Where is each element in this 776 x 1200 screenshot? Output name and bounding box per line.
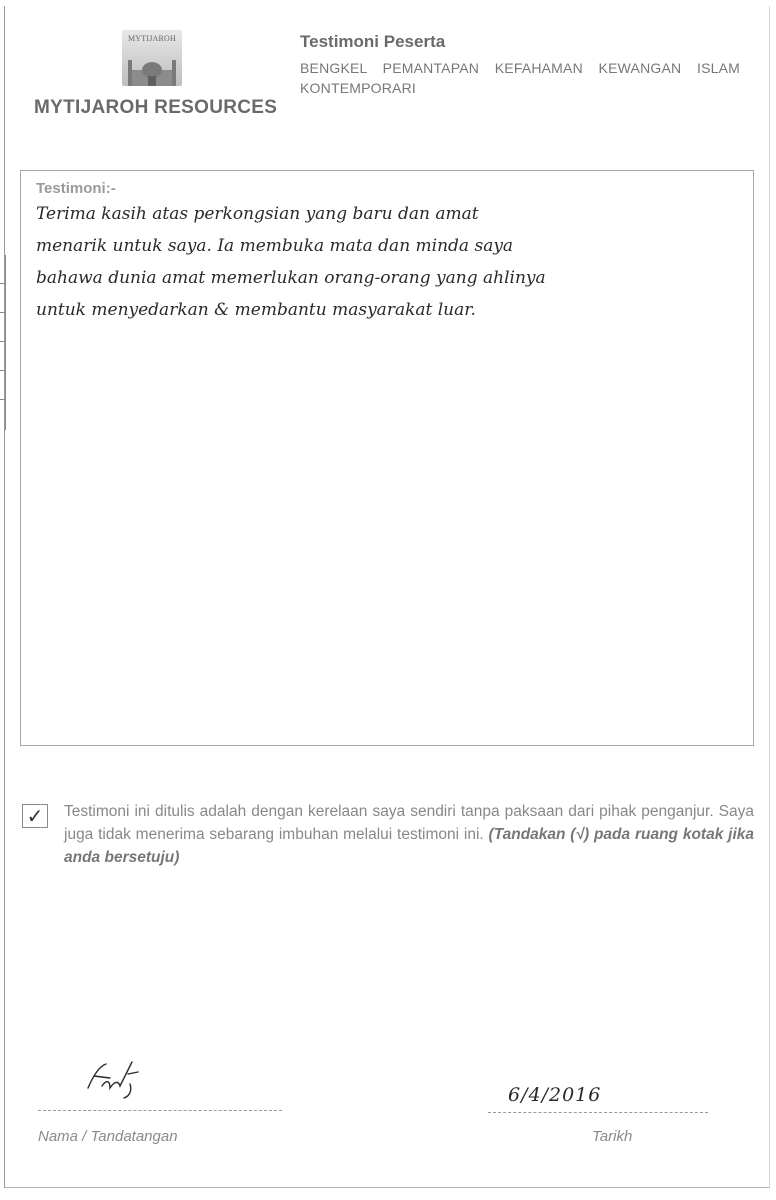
date-line	[488, 1112, 708, 1113]
signature-label: Nama / Tandatangan	[38, 1128, 178, 1145]
consent-text: Testimoni ini ditulis adalah dengan kerelaan saya sendiri tanpa paksaan dari pihak penganjur. Saya juga tidak menerima sebarang imbuhan melalui testimoni ini.	[64, 803, 754, 843]
testimony-text	[36, 198, 736, 326]
consent-checkbox[interactable]: ✓	[22, 804, 48, 828]
consent-statement	[64, 800, 754, 869]
organization-name: MYTIJAROH RESOURCES	[34, 97, 278, 118]
form-subtitle: BENGKEL PEMANTAPAN KEFAHAMAN KEWANGAN ISLAM KONTEMPORARI	[300, 60, 740, 96]
testimony-line: bahawa dunia amat memerlukan orang-orang yang ahlinya	[36, 268, 546, 288]
testimony-line: menarik untuk saya. Ia membuka mata dan minda saya	[36, 236, 514, 256]
binding-marks	[0, 255, 6, 430]
testimony-line: Terima kasih atas perkongsian yang baru dan amat	[36, 204, 479, 224]
consent-instruction: (Tandakan (√) pada ruang kotak jika anda bersetuju)	[64, 826, 754, 866]
date-label: Tarikh	[592, 1128, 633, 1145]
logo-text: MYTIJAROH	[127, 34, 177, 43]
logo	[110, 30, 194, 102]
logo-image	[122, 30, 182, 86]
form-title: Testimoni Peserta	[300, 32, 446, 51]
signature-scribble	[80, 1056, 160, 1102]
signature-line	[38, 1110, 282, 1111]
mosque-icon	[128, 56, 176, 86]
testimony-label: Testimoni:-	[36, 180, 116, 197]
date-value: 6/4/2016	[508, 1084, 602, 1106]
testimony-line: untuk menyedarkan & membantu masyarakat luar.	[36, 300, 476, 320]
